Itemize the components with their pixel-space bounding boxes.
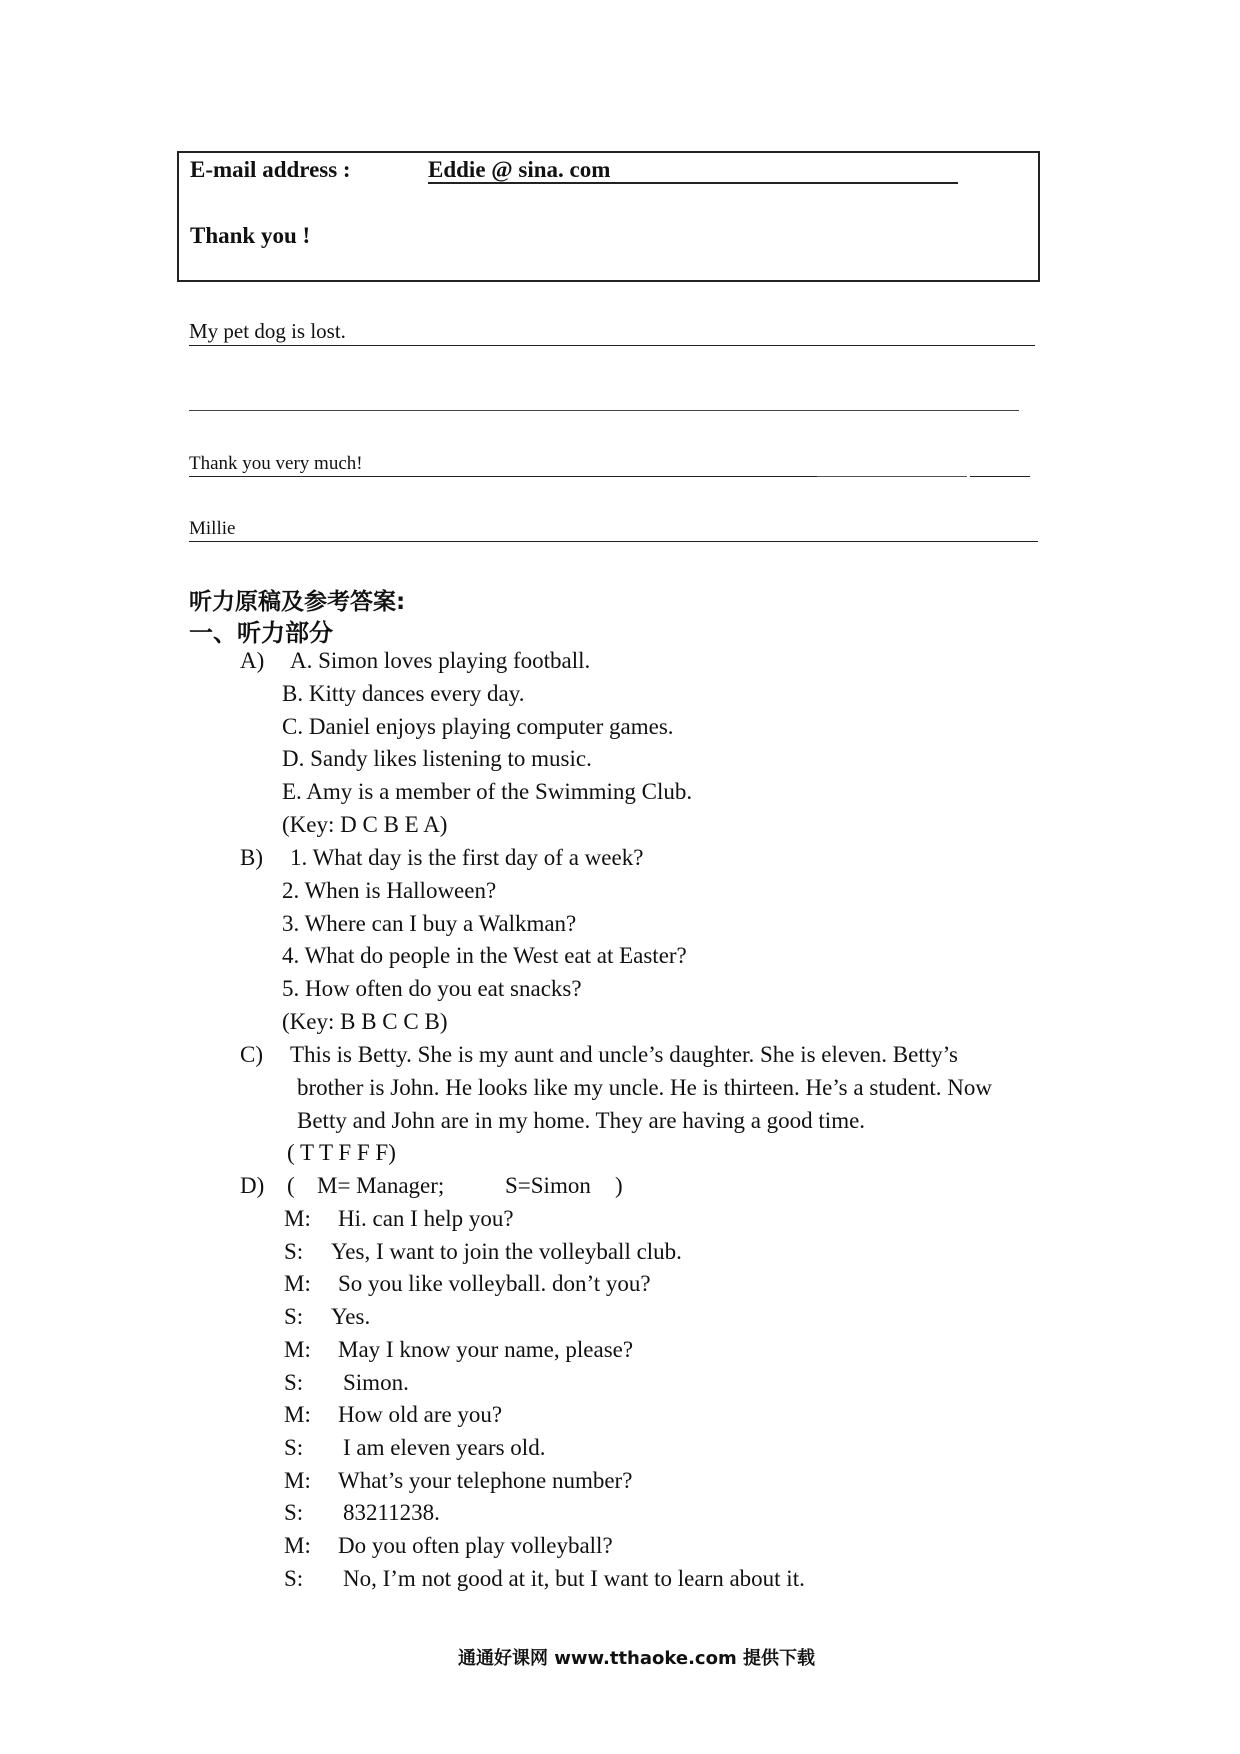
email-underline <box>428 182 958 184</box>
notice-line-2 <box>189 388 1019 411</box>
part-b-item: 1. What day is the first day of a week? <box>290 845 644 870</box>
legend-open-paren: ( <box>287 1173 295 1198</box>
part-a-item: E. Amy is a member of the Swimming Club. <box>282 779 693 804</box>
dialogue-speaker: S: <box>284 1434 304 1460</box>
notice-line-3 <box>189 454 817 477</box>
part-b-item: 2. When is Halloween? <box>282 878 497 903</box>
part-a-item: A. Simon loves playing football. <box>290 648 591 673</box>
dialogue-speaker: M: <box>284 1533 311 1558</box>
part-a-item: D. Sandy likes listening to music. <box>282 746 592 771</box>
part-a-key: (Key: D C B E A) <box>282 812 448 837</box>
dialogue-text: So you like volleyball. don’t you? <box>338 1271 651 1297</box>
part-b-item: 5. How often do you eat snacks? <box>282 976 582 1001</box>
thank-you-text: Thank you ! <box>190 223 311 248</box>
dialogue-text: I am eleven years old. <box>343 1434 546 1460</box>
part-d-marker: D) <box>240 1173 265 1198</box>
dialogue-speaker: S: <box>284 1304 304 1330</box>
dialogue-speaker: S: <box>284 1565 304 1591</box>
notice-line-4-text: Millie <box>189 518 236 539</box>
part-b-marker: B) <box>240 845 263 870</box>
notice-line-4 <box>189 519 1038 542</box>
dialogue-text: May I know your name, please? <box>338 1336 634 1362</box>
part-a-item: C. Daniel enjoys playing computer games. <box>282 714 674 739</box>
part-b-item: 4. What do people in the West eat at Easter? <box>282 943 687 968</box>
notice-line-3-text: Thank you very much! <box>189 453 363 474</box>
notice-line-1 <box>189 319 1035 346</box>
part-c-line: brother is John. He looks like my uncle. He is thirteen. He’s a student. Now <box>297 1075 992 1100</box>
footer-text: 通通好课网 www.tthaoke.com 提供下载 <box>458 1648 815 1669</box>
dialogue-speaker: S: <box>284 1500 304 1526</box>
dialogue-text: Yes. <box>331 1304 371 1330</box>
part-c-line: This is Betty. She is my aunt and uncle’s daughter. She is eleven. Betty’s <box>290 1042 958 1067</box>
notice-line-1-text: My pet dog is lost. <box>189 319 346 343</box>
dialogue-speaker: M: <box>284 1336 311 1362</box>
dialogue-text: How old are you? <box>338 1402 503 1428</box>
part-c-line: Betty and John are in my home. They are having a good time. <box>297 1108 866 1133</box>
notice-line-3-ext <box>817 454 967 477</box>
legend-close-paren: ) <box>615 1173 623 1198</box>
part-c-marker: C) <box>240 1042 263 1067</box>
dialogue-speaker: M: <box>284 1271 311 1297</box>
part-b-item: 3. Where can I buy a Walkman? <box>282 911 577 936</box>
notice-line-3-tail <box>970 454 1030 477</box>
dialogue-text: What’s your telephone number? <box>338 1467 633 1493</box>
dialogue-text: Do you often play volleyball? <box>338 1533 613 1558</box>
legend-manager: M= Manager; <box>317 1173 445 1198</box>
dialogue-text: No, I’m not good at it, but I want to learn about it. <box>343 1565 805 1591</box>
part-c-key: ( T T F F F) <box>287 1140 396 1165</box>
part-heading: 一、听力部分 <box>189 619 333 647</box>
part-b-key: (Key: B B C C B) <box>282 1009 448 1034</box>
email-label: E-mail address : <box>190 157 351 182</box>
part-a-item: B. Kitty dances every day. <box>282 681 525 706</box>
section-heading: 听力原稿及参考答案: <box>189 589 406 615</box>
dialogue-text: Yes, I want to join the volleyball club. <box>331 1238 682 1264</box>
legend-simon: S=Simon <box>505 1173 591 1198</box>
dialogue-speaker: M: <box>284 1402 311 1428</box>
email-value: Eddie @ sina. com <box>428 157 611 182</box>
dialogue-speaker: M: <box>284 1467 311 1493</box>
dialogue-speaker: M: <box>284 1206 311 1231</box>
dialogue-text: Hi. can I help you? <box>338 1206 514 1231</box>
part-a-marker: A) <box>240 648 265 673</box>
dialogue-text: 83211238. <box>343 1500 440 1526</box>
dialogue-speaker: S: <box>284 1238 304 1264</box>
dialogue-speaker: S: <box>284 1369 304 1395</box>
dialogue-text: Simon. <box>343 1369 409 1395</box>
